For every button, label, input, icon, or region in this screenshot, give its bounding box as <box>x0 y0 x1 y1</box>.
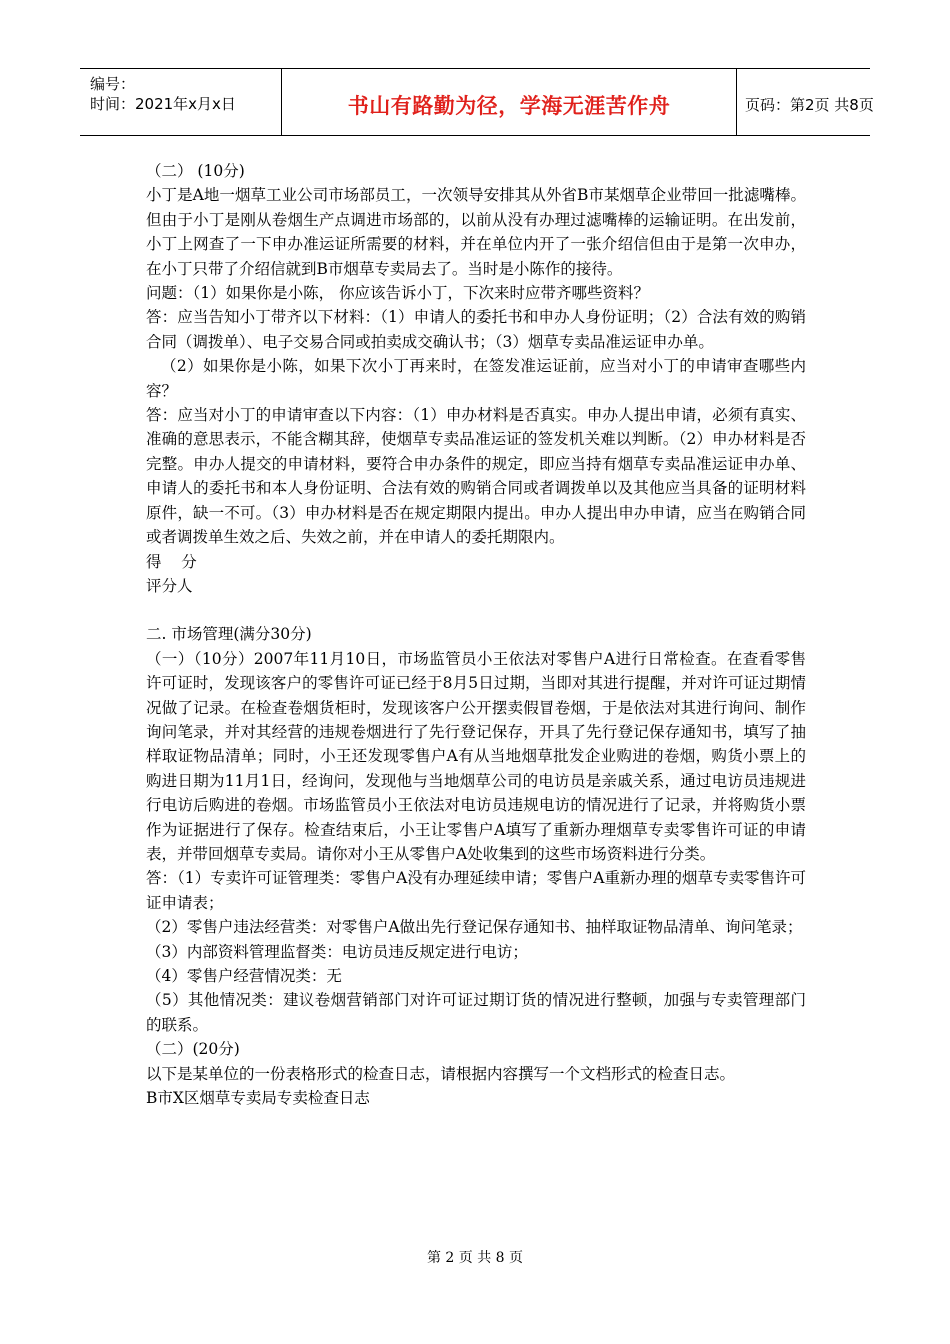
answer-text: 答：应当对小丁的申请审查以下内容：（1）申办材料是否真实。申办人提出申请，必须有真实、准确的意思表示，不能含糊其辞，使烟草专卖品准运证的签发机关难以判断。（2）申办材料是否完整。申办人提交的申请材料，要符合申办条件的规定，即应当持有烟草专卖品准运证申办单、申请人的委托书和本人身份证明、合法有效的购销合同或者调拨单以及其他应当具备的证明材料原件，缺一不可。（3）申办材料是否在规定期限内提出。申办人提出申办申请，应当在购销合同或者调拨单生效之后、失效之前，并在申请人的委托期限内。 <box>146 406 806 547</box>
page-footer: 第 2 页 共 8 页 <box>426 1250 524 1266</box>
section-heading: 二. 市场管理(满分30分) <box>146 625 312 644</box>
question-text: （2）如果你是小陈，如果下次小丁再来时，在签发准运证前，应当对小丁的申请审查哪些内容？ <box>146 357 806 400</box>
header-page-number: 页码：第2页 共8页 <box>745 96 874 114</box>
answer-text: 答：应当告知小丁带齐以下材料：（1）申请人的委托书和申办人身份证明；（2）合法有效的购销合同（调拨单）、电子交易合同或拍卖成交确认书；（3）烟草专卖品准运证申办单。 <box>146 308 806 351</box>
answer-item: （2）零售户违法经营类：对零售户A做出先行登记保存通知书、抽样取证物品清单、询问笔录； <box>146 918 803 937</box>
answer-item: （3）内部资料管理监督类：电访员违反规定进行电访； <box>146 942 528 961</box>
spacer <box>146 598 806 622</box>
score-label: 得 分 <box>146 552 197 571</box>
page-header <box>80 68 874 136</box>
instruction-text: 以下是某单位的一份表格形式的检查日志，请根据内容撰写一个文档形式的检查日志。 <box>146 1064 736 1083</box>
section-heading: （二）(20分) <box>146 1040 240 1059</box>
section-heading: （二） (10分) <box>146 162 245 180</box>
document-time-label: 时间：2021年x月x日 <box>90 95 236 113</box>
log-title: B市X区烟草专卖局专卖检查日志 <box>146 1089 370 1108</box>
document-body <box>146 159 806 1110</box>
header-meta-cell <box>80 69 282 135</box>
grader-label: 评分人 <box>146 576 193 595</box>
case-description: 小丁是A地一烟草工业公司市场部员工，一次领导安排其从外省B市某烟草企业带回一批滤嘴棒。但由于小丁是刚从卷烟生产点调进市场部的，以前从没有办理过滤嘴棒的运输证明。在出发前，小丁上网查了一下申办准运证所需要的材料，并在单位内开了一张介绍信但由于是第一次申办，在小丁只带了介绍信就到B市烟草专卖局去了。当时是小陈作的接待。 <box>146 186 806 278</box>
document-number-label: 编号： <box>90 75 136 93</box>
answer-item: （4）零售户经营情况类：无 <box>146 967 342 985</box>
answer-item: （5）其他情况类：建议卷烟营销部门对许可证过期订货的情况进行整顿，加强与专卖管理部门的联系。 <box>146 991 806 1034</box>
answer-text: 答：（1）专卖许可证管理类：零售户A没有办理延续申请；零售户A重新办理的烟草专卖零售许可证申请表； <box>146 869 807 912</box>
header-motto: 书山有路勤为径，学海无涯苦作舟 <box>347 94 671 118</box>
case-description: （一）（10分）2007年11月10日，市场监管员小王依法对零售户A进行日常检查。在查看零售许可证时，发现该客户的零售许可证已经于8月5日过期，当即对其进行提醒，并对许可证过期情况做了记录。在检查卷烟货柜时，发现该客户公开摆卖假冒卷烟，于是依法对其进行询问、制作询问笔录，并对其经营的违规卷烟进行了先行登记保存，开具了先行登记保存通知书，填写了抽样取证物品清单；同时，小王还发现零售户A有从当地烟草批发企业购进的卷烟，购货小票上的购进日期为11月1日，经询问，发现他与当地烟草公司的电访员是亲戚关系，通过电访员违规进行电访后购进的卷烟。市场监管员小王依法对电访员违规电访的情况进行了记录，并将购货小票作为证据进行了保存。检查结束后，小王让零售户A填写了重新办理烟草专卖零售许可证的申请表，并带回烟草专卖局。请你对小王从零售户A处收集到的这些市场资料进行分类。 <box>146 649 806 863</box>
question-text: 问题：（1）如果你是小陈， 你应该告诉小丁，下次来时应带齐哪些资料？ <box>146 284 650 303</box>
header-page-cell <box>737 69 874 135</box>
header-motto-cell <box>282 69 737 135</box>
